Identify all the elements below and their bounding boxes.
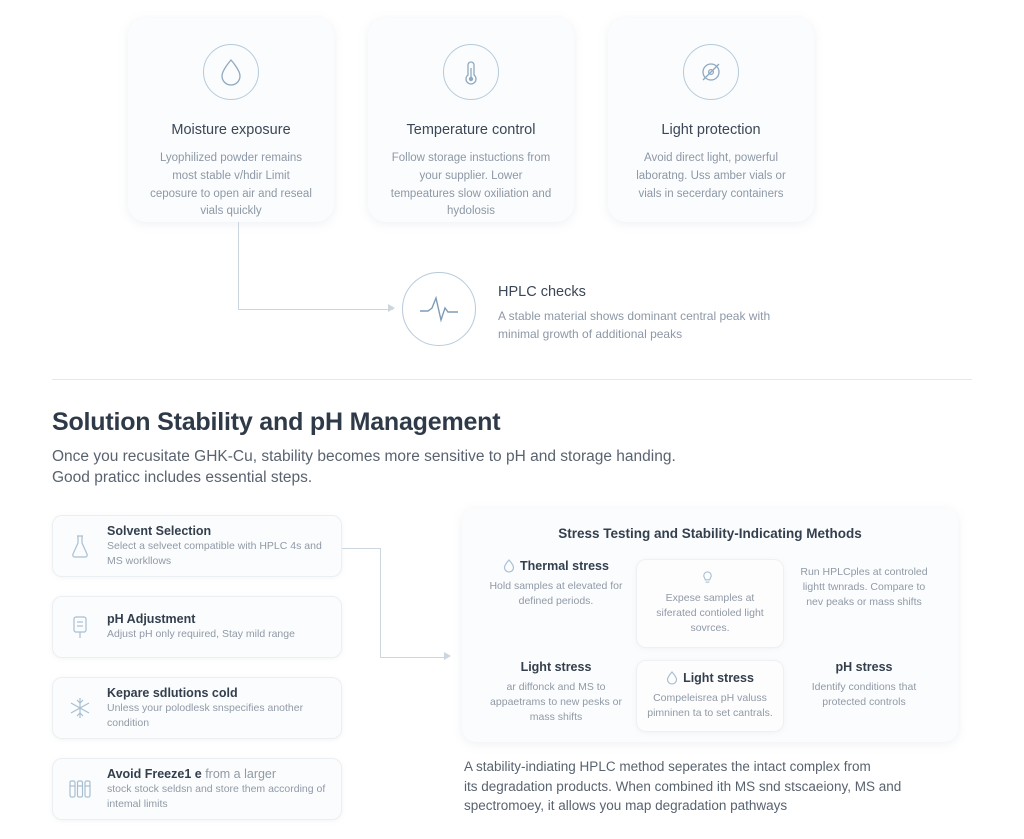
stress-grid	[482, 559, 938, 732]
flow-step-desc: Unless your polodlesk snspecifies another condition	[107, 702, 304, 729]
stress-cell-photostability	[636, 559, 784, 648]
flow-connector-vertical	[380, 548, 381, 658]
flow-connector-h-bottom	[380, 657, 447, 658]
stress-cell-light-stress-boxed	[636, 660, 784, 732]
section-divider	[52, 379, 972, 380]
flow-step-body	[107, 767, 329, 812]
stress-cell-ph-stress	[790, 660, 938, 732]
stress-cell-title-row	[488, 559, 624, 573]
flow-connector-arrow-icon	[444, 652, 451, 660]
vials-icon	[65, 774, 95, 804]
flow-step-avoid-freeze-thaw	[52, 758, 342, 820]
connector-vertical	[238, 222, 239, 310]
hplc-title: HPLC checks	[498, 284, 586, 300]
flow-step-title	[107, 767, 329, 783]
stress-cell-desc: Hold samples at elevated for defined periods.	[489, 580, 623, 608]
stress-cell-desc: ar diffonck and MS to appaetrams to new pesks or mass shifts	[490, 680, 622, 724]
stress-cell-thermal	[482, 559, 630, 648]
feature-card-light	[608, 18, 814, 222]
stress-cell-title: Light stress	[520, 659, 592, 674]
hplc-text-block	[498, 272, 788, 343]
flow-step-desc: Select a selveet compatible with HPLC 4s and MS workllows	[107, 540, 322, 567]
flow-step-body	[107, 524, 329, 569]
solution-steps-flow	[52, 515, 342, 839]
thermometer-icon	[443, 44, 499, 100]
stress-cell-title-row	[796, 660, 932, 674]
footer-line-3: spectromoey, it allows you map degradation pathways	[464, 798, 788, 814]
flow-step-solvent-selection	[52, 515, 342, 577]
storage-conditions-section	[0, 0, 1024, 380]
flow-step-ph-adjustment	[52, 596, 342, 658]
flow-step-title-muted: from a larger	[201, 766, 277, 781]
stress-panel-footer	[464, 757, 944, 816]
feature-title: Temperature control	[406, 122, 536, 138]
feature-desc: Lyophilized powder remains most stable v/hdir Limit ceposure to open air and reseal vials quickly	[150, 152, 312, 218]
flow-step-cold-storage	[52, 677, 342, 739]
stress-cell-title-row	[645, 570, 775, 585]
flask-icon	[65, 531, 95, 561]
feature-title: Light protection	[661, 122, 761, 138]
flow-step-title-main: Avoid Freeze1 e	[107, 766, 202, 781]
section-lede-line1: Once you recusitate GHK-Cu, stability becomes more sensitive to pH and storage handing.	[52, 448, 676, 465]
stress-cell-desc: Compeleisrea pH valuss pimninen ta to set cantrals.	[647, 691, 773, 719]
flow-connector-h-top	[342, 548, 381, 549]
stress-cell-title: Thermal stress	[520, 559, 609, 573]
connector-arrow-icon	[388, 304, 395, 312]
feature-card-row	[128, 18, 1012, 222]
flow-step-desc: Adjust pH only required, Stay mild range	[107, 628, 295, 641]
flow-step-body	[107, 686, 329, 731]
feature-desc: Avoid direct light, powerful laboratng. Uss amber vials or vials in secerdary containers	[636, 152, 786, 200]
flow-step-desc: stock stock seldsn and store them according of intemal limits	[107, 783, 326, 810]
flow-step-title: Solvent Selection	[107, 523, 212, 538]
flow-step-title: Kepare sdlutions cold	[107, 685, 238, 700]
drop-icon	[503, 559, 515, 573]
feature-title: Moisture exposure	[171, 122, 291, 138]
drop-icon	[666, 671, 678, 685]
hplc-desc: A stable material shows dominant central peak with minimal growth of additional peaks	[498, 309, 771, 341]
stress-cell-title: Light stress	[683, 670, 754, 685]
flow-step-title: pH Adjustment	[107, 611, 196, 626]
ph-meter-icon	[65, 612, 95, 642]
connector-horizontal	[238, 309, 393, 310]
hplc-check-node	[402, 272, 788, 346]
footer-line-1: A stability-indiating HPLC method seperates the intact complex from	[464, 759, 871, 774]
footer-line-2: its degradation products. When combined ith MS snd stscaeiony, MS and	[464, 778, 902, 794]
stress-cell-title-row	[645, 671, 775, 685]
section-heading-block	[52, 408, 892, 489]
feature-card-moisture	[128, 18, 334, 222]
feature-desc: Follow storage instuctions from your supplier. Lower tempeatures slow oxiliation and hydolosis	[390, 152, 552, 218]
water-drop-icon	[203, 44, 259, 100]
stress-cell-title-row	[488, 660, 624, 674]
snowflake-icon	[65, 693, 95, 723]
flow-step-body	[107, 612, 295, 642]
page-title: Solution Stability and pH Management	[52, 408, 501, 436]
no-light-icon	[683, 44, 739, 100]
waveform-icon	[402, 272, 476, 346]
feature-card-temperature	[368, 18, 574, 222]
stress-cell-title: pH stress	[835, 659, 893, 674]
stress-cell-desc: Identify conditions that protected controls	[811, 680, 917, 708]
stress-cell-desc: Run HPLCples at controled lightt twnrads. Compare to nev peaks or mass shifts	[800, 566, 928, 609]
stress-testing-panel	[462, 508, 958, 742]
section-lede-line2: Good praticc includes essential steps.	[52, 468, 313, 486]
stress-cell-desc: Expese samples at siferated contioled light sovrces.	[656, 592, 764, 635]
stress-panel-heading: Stress Testing and Stability-Indicating Methods	[558, 526, 862, 541]
bulb-icon	[701, 570, 714, 585]
stress-cell-light-stress	[482, 660, 630, 732]
stress-cell-hplc-run	[790, 559, 938, 648]
